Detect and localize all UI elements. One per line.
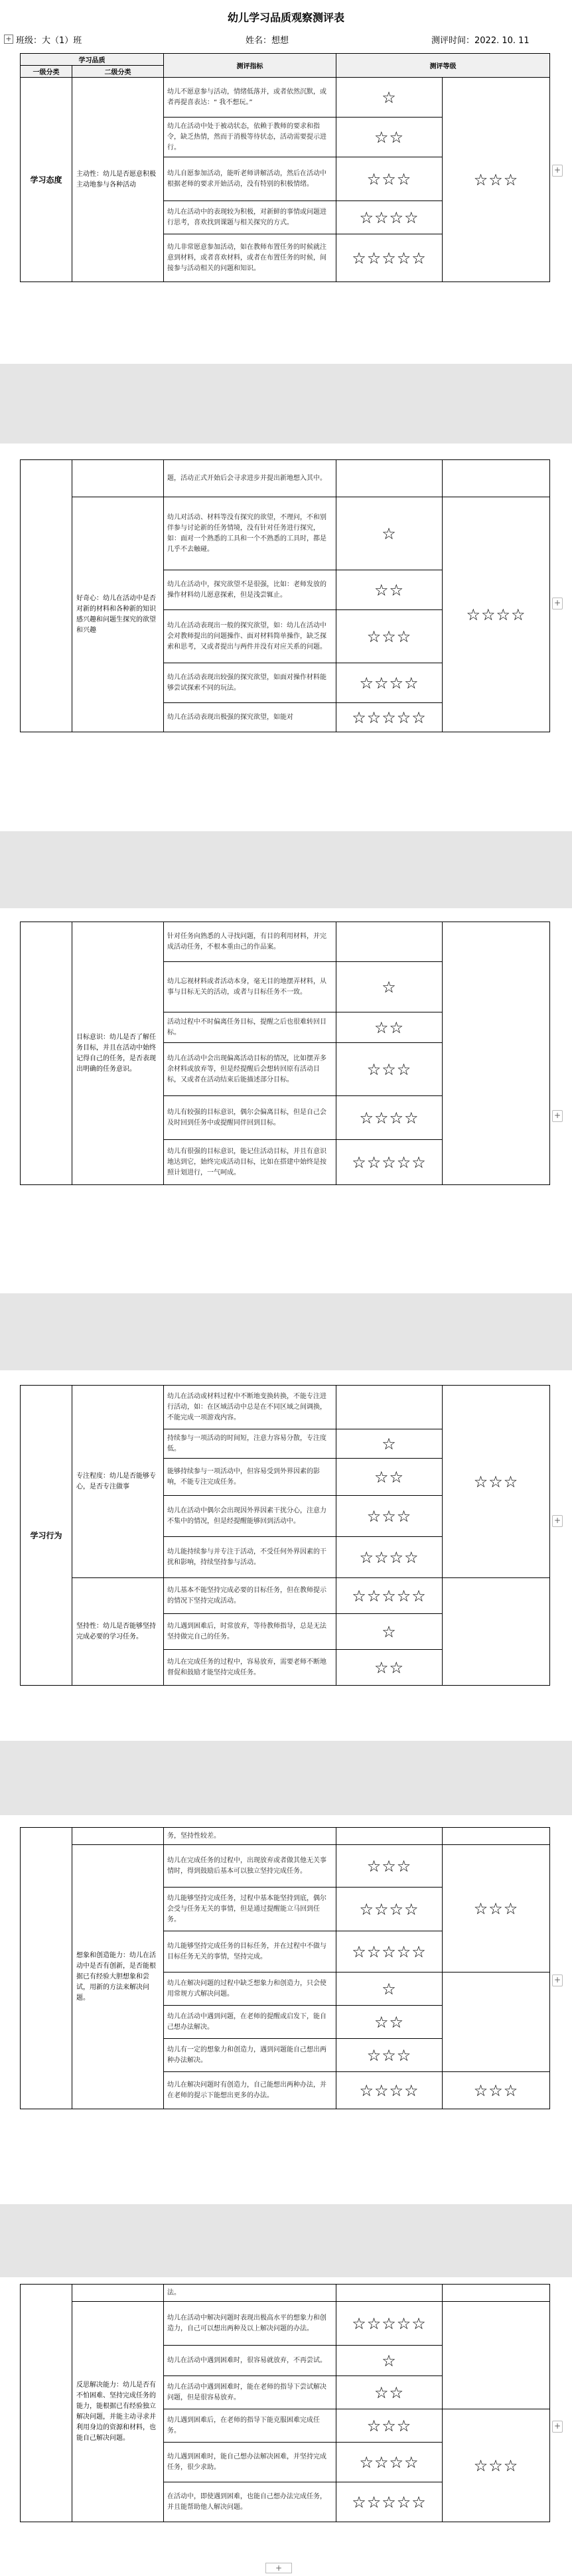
rating-summary: ☆☆☆ <box>443 2409 550 2522</box>
page-gap <box>0 831 572 908</box>
indicator-text: 幼儿在完成任务的过程中，出现放弃或者做其他无关事情时，得到鼓励后基本可以独立坚持完成任务。 <box>164 1845 336 1888</box>
add-column-button[interactable]: + <box>552 1974 563 1986</box>
subcategory: 坚持性：幼儿是否能够坚持完成必要的学习任务。 <box>72 1578 164 1686</box>
indicator-text: 幼儿在活动中偶尔会出现因外界因素干扰分心，注意力不集中的情况，但是经提醒能够回到活动中。 <box>164 1496 336 1537</box>
rating-summary <box>443 2285 550 2302</box>
star-rating[interactable]: ☆☆☆☆☆ <box>336 2302 443 2346</box>
star-rating[interactable]: ☆☆☆ <box>336 157 443 201</box>
indicator-text: 幼儿在活动中会出现偏离活动目标的情况，比如摆弄多余材料或放弃等，但是经提醒后会想转回原有活动目标，又或者在活动结束后能描述部分目标。 <box>164 1043 336 1096</box>
subcategory: 目标意识：幼儿是否了解任务目标，并且在活动中始终记得自己的任务，是否表现出明确的任务意识。 <box>72 922 164 1185</box>
indicator-text: 幼儿在活动中处于被动状态，依赖于教师的要求和指令，缺乏热情，然而于消极等待状态，活动需要提示进行。 <box>164 118 336 157</box>
star-rating[interactable]: ☆ <box>336 962 443 1012</box>
indicator-text: 幼儿在活动表现出一般的探究欲望，如：幼儿在活动中会对教师提出的问题操作、面对材料简单操作，缺乏探索和思考，又或者提出与两件并没有对应关系的问题。 <box>164 610 336 663</box>
star-rating[interactable]: ☆☆ <box>336 1012 443 1043</box>
star-rating[interactable]: ☆☆☆☆ <box>336 2443 443 2482</box>
star-rating[interactable] <box>336 1386 443 1429</box>
star-rating[interactable]: ☆ <box>336 1614 443 1650</box>
indicator-text: 幼儿有很强的目标意识，能记住活动目标，并且有意识地达到它，始终完成活动目标，比如在搭建中始终是按照计划进行，一气呵成。 <box>164 1140 336 1185</box>
star-rating[interactable]: ☆☆☆☆ <box>336 201 443 234</box>
rating-table <box>20 53 550 282</box>
star-rating[interactable]: ☆☆☆ <box>336 1043 443 1096</box>
add-column-button[interactable]: + <box>552 2421 563 2433</box>
rating-summary: ☆☆☆ <box>443 1845 550 1972</box>
star-rating[interactable]: ☆☆ <box>336 118 443 157</box>
star-rating[interactable]: ☆☆ <box>336 2376 443 2409</box>
class-label: 班级：大（1）班 <box>16 36 82 46</box>
header-level2: 二级分类 <box>72 66 164 78</box>
star-rating[interactable] <box>336 922 443 962</box>
indicator-text: 幼儿有较强的目标意识，偶尔会偏离目标，但是自己会及时回到任务中或提醒同伴回到目标。 <box>164 1096 336 1140</box>
header-indicator: 测评指标 <box>164 54 336 78</box>
indicator-text: 活动过程中不时偏离任务目标，提醒之后也很难转回目标。 <box>164 1012 336 1043</box>
star-rating[interactable]: ☆☆☆☆☆ <box>336 2482 443 2522</box>
star-rating[interactable]: ☆☆☆ <box>336 610 443 663</box>
star-rating[interactable]: ☆☆ <box>336 2006 443 2039</box>
star-rating[interactable]: ☆☆☆☆ <box>336 2072 443 2109</box>
category-cell <box>21 922 72 1185</box>
indicator-text: 务，坚持性较差。 <box>164 1828 336 1845</box>
indicator-text: 幼儿不愿意参与活动，情绪低落并，或者依然沉默，或者再提喜表达：“ 我不想玩。” <box>164 78 336 118</box>
star-rating[interactable]: ☆ <box>336 497 443 570</box>
page-1 <box>0 0 572 364</box>
indicator-text: 幼儿在活动中遇到困难时，很容易就放弃，不再尝试。 <box>164 2346 336 2376</box>
subcategory: 想象和创造能力：幼儿在活动中是否有创新，是否能根据已有经验大胆想象和尝试，用新的方法来解决问题。 <box>72 1845 164 2109</box>
page-5 <box>0 1815 572 2204</box>
add-row-button[interactable]: + <box>265 2563 292 2573</box>
rating-summary: ☆☆☆ <box>443 1386 550 1578</box>
indicator-text: 幼儿对活动、材料等没有探究的欲望，不理问，不和别伴参与讨论新的任务情境，没有针对任务进行探究，如：面对一个熟悉的工具和一个不熟悉的工具时，都是几乎不去触碰。 <box>164 497 336 570</box>
rating-summary: ☆☆☆☆ <box>443 497 550 732</box>
star-rating[interactable]: ☆ <box>336 78 443 118</box>
page-4 <box>0 1370 572 1741</box>
star-rating[interactable]: ☆☆☆ <box>336 2039 443 2072</box>
indicator-text: 法。 <box>164 2285 336 2302</box>
indicator-text: 幼儿能够坚持完成任务的目标任务，并在过程中不做与目标任务无关的事情，坚持完成。 <box>164 1931 336 1972</box>
page-gap <box>0 364 572 443</box>
category-behavior: 学习行为 <box>21 1386 72 1686</box>
indicator-text: 幼儿在活动或材料过程中不断地变换转换，不能专注进行活动，如：在区域活动中总是在不同区域之间调换，不能完成一项游戏内容。 <box>164 1386 336 1429</box>
category-cell <box>21 2285 72 2522</box>
rating-summary: ☆☆☆ <box>443 2072 550 2109</box>
star-rating[interactable]: ☆☆☆☆☆ <box>336 1578 443 1614</box>
indicator-text: 幼儿在解决问题的过程中缺乏想象力和创造力，只会使用常规方式解决问题。 <box>164 1972 336 2006</box>
indicator-text: 幼儿在活动中，探究欲望不是很强，比如：老师发放的操作材料幼儿愿意探索，但是浅尝辄止。 <box>164 570 336 610</box>
indicator-text: 幼儿在解决问题时有创造力，自己能想出两种办法，并在老师的提示下能想出更多的办法。 <box>164 2072 336 2109</box>
time-label: 测评时间：2022. 10. 11 <box>431 36 530 46</box>
star-rating[interactable] <box>336 2285 443 2302</box>
category-cell <box>21 460 72 732</box>
page-gap <box>0 1293 572 1370</box>
indicator-text: 幼儿能持续参与并专注于活动，不受任何外界因素的干扰和影响，持续坚持参与活动。 <box>164 1537 336 1578</box>
indicator-text: 幼儿能够坚持完成任务，过程中基本能坚持到底，偶尔会受与任务无关的事情，但是通过提醒能立马回到任务。 <box>164 1888 336 1931</box>
indicator-text: 幼儿在活动中解决问题时表现出极高水平的想象力和创造力，自己可以想出两种及以上解决问题的办法。 <box>164 2302 336 2346</box>
rating-table <box>20 1827 550 2109</box>
page-gap <box>0 2204 572 2277</box>
rating-summary <box>443 922 550 1185</box>
page-6 <box>0 2277 572 2576</box>
star-rating[interactable]: ☆☆☆ <box>336 1845 443 1888</box>
rating-summary <box>443 1828 550 1845</box>
rating-summary <box>443 1578 550 1686</box>
subcategory <box>72 1828 164 1845</box>
name-label: 姓名：想想 <box>246 36 289 46</box>
indicator-text: 幼儿自愿参加活动，能听老师讲解活动，然后在活动中根据老师的要求开始活动，没有特别的积极情绪。 <box>164 157 336 201</box>
subcategory: 专注程度：幼儿是否能够专心，是否专注做事 <box>72 1386 164 1578</box>
add-column-button[interactable]: + <box>552 1515 563 1527</box>
header-level1: 一级分类 <box>21 66 72 78</box>
star-rating[interactable] <box>336 460 443 497</box>
rating-table <box>20 459 550 732</box>
indicator-text: 幼儿在活动表现出极强的探究欲望，如能对 <box>164 703 336 732</box>
indicator-text: 幼儿在完成任务的过程中，容易放弃，需要老师不断地督促和鼓励才能坚持完成任务。 <box>164 1650 336 1686</box>
category-attitude: 学习态度 <box>21 78 72 282</box>
star-rating[interactable]: ☆☆☆☆☆ <box>336 703 443 732</box>
page-gap <box>0 1741 572 1815</box>
star-rating[interactable]: ☆☆☆ <box>336 2409 443 2443</box>
indicator-text: 幼儿遇到困难时，能自己想办法解决困难，并坚持完成任务，很少求助。 <box>164 2443 336 2482</box>
indicator-text: 持续参与一项活动的时间短，注意力容易分散，专注度低。 <box>164 1429 336 1459</box>
indicator-text: 幼儿非常愿意参加活动，如在教师布置任务的时候就注意到材料，或者喜欢材料，或者在布置任务的时候，间接参与活动相关的问题和知识。 <box>164 234 336 282</box>
header-rating: 测评等级 <box>336 54 550 78</box>
add-column-button[interactable]: + <box>552 1110 563 1122</box>
rating-table <box>20 2284 550 2522</box>
indicator-text: 幼儿基本不能坚持完成必要的目标任务，但在教师提示的情况下坚持完成活动。 <box>164 1578 336 1614</box>
star-rating[interactable]: ☆ <box>336 1972 443 2006</box>
indicator-text: 幼儿在活动中的表现较为积极，对新鲜的事情或问题进行思考，喜欢找到课题与相关探究的方式。 <box>164 201 336 234</box>
add-column-button[interactable]: + <box>552 165 563 177</box>
rating-summary <box>443 460 550 497</box>
star-rating[interactable]: ☆☆☆☆ <box>336 1537 443 1578</box>
indicator-text: 幼儿在活动表现出较强的探究欲望，如面对操作材料能够尝试探索不同的玩法。 <box>164 663 336 703</box>
category-cell <box>21 1828 72 2109</box>
star-rating[interactable]: ☆ <box>336 1429 443 1459</box>
indicator-text: 幼儿有一定的想象力和创造力，遇到问题能自己想出两种办法解决。 <box>164 2039 336 2072</box>
rating-summary-blank <box>443 1972 550 2072</box>
indicator-text: 幼儿遇到困难后，在老师的指导下能克服困难完成任务。 <box>164 2409 336 2443</box>
subcategory: 好奇心：幼儿在活动中是否对新的材料和各种新的知识感兴趣和问题生探究的欲望和兴趣 <box>72 497 164 732</box>
header-group: 学习品质 <box>21 54 164 66</box>
star-rating[interactable]: ☆☆☆☆ <box>336 1888 443 1931</box>
subcategory <box>72 2285 164 2302</box>
star-rating[interactable]: ☆☆ <box>336 570 443 610</box>
indicator-text: 能够持续参与一项活动中，但容易受到外界因素的影响，不能专注完成任务。 <box>164 1459 336 1496</box>
add-column-button[interactable]: + <box>552 598 563 609</box>
page-3 <box>0 908 572 1293</box>
table-move-handle[interactable]: + <box>4 35 13 44</box>
star-rating[interactable]: ☆☆☆ <box>336 1496 443 1537</box>
rating-summary <box>443 2302 550 2409</box>
star-rating[interactable]: ☆☆ <box>336 1650 443 1686</box>
star-rating[interactable]: ☆☆ <box>336 1459 443 1496</box>
subcategory: 反思解决能力：幼儿是否有不怕困难、坚持完成任务的能力，能根据已有经验独立解决问题，并能主动寻求并利用身边的资源和材料，也能自己解决问题。 <box>72 2302 164 2522</box>
page-2 <box>0 443 572 831</box>
indicator-text: 在活动中，即使遇到困难，也能自己想办法完成任务，并且能帮助他人解决问题。 <box>164 2482 336 2522</box>
star-rating[interactable]: ☆☆☆☆☆ <box>336 1931 443 1972</box>
indicator-text: 针对任务向熟悉的人寻找问题，有目的利用材料，并完成活动任务，不根本重由己的作品案。 <box>164 922 336 962</box>
indicator-text: 幼儿在活动中遇到问题，在老师的提醒或启发下，能自己想办法解决。 <box>164 2006 336 2039</box>
star-rating[interactable]: ☆☆☆☆☆ <box>336 1140 443 1185</box>
star-rating[interactable]: ☆☆☆☆ <box>336 663 443 703</box>
indicator-text: 幼儿遇到困难后，时常放弃，等待教师指导，总是无法坚持做完自己的任务。 <box>164 1614 336 1650</box>
star-rating[interactable]: ☆ <box>336 2346 443 2376</box>
subcategory: 主动性：幼儿是否愿意积极主动地参与各种活动 <box>72 78 164 282</box>
indicator-text: 幼儿忘视材料或者活动本身，毫无目的地摆弄材料，从事与目标无关的活动，或者与目标任务不一致。 <box>164 962 336 1012</box>
star-rating[interactable]: ☆☆☆☆ <box>336 1096 443 1140</box>
star-rating[interactable]: ☆☆☆☆☆ <box>336 234 443 282</box>
rating-table <box>20 1385 550 1686</box>
star-rating[interactable] <box>336 1828 443 1845</box>
rating-summary: ☆☆☆ <box>443 78 550 282</box>
rating-table <box>20 922 550 1185</box>
indicator-text: 题，活动正式开始后会寻求进步并提出新地想入其中。 <box>164 460 336 497</box>
subcategory <box>72 460 164 497</box>
indicator-text: 幼儿在活动中遇到困难时，能在老师的指导下尝试解决问题，但是很容易放弃。 <box>164 2376 336 2409</box>
form-title: 幼儿学习品质观察测评表 <box>227 11 344 24</box>
